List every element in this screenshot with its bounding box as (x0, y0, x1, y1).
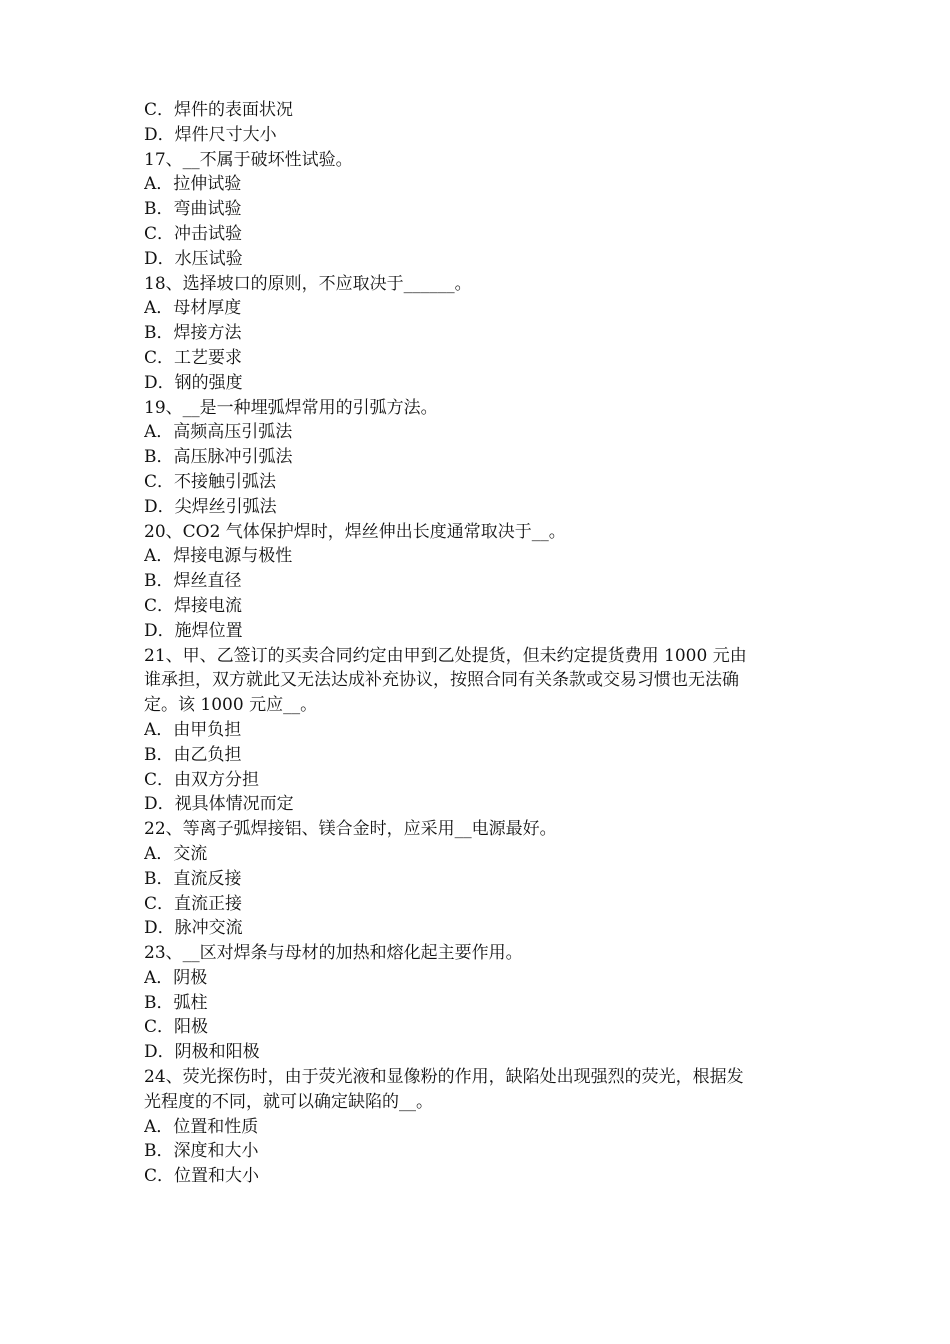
answer-option: A．焊接电源与极性 (144, 546, 293, 567)
question-text-line: 光程度的不同，就可以确定缺陷的__。 (144, 1091, 433, 1112)
answer-option: D．视具体情况而定 (144, 794, 294, 815)
answer-option: C．直流正接 (144, 893, 243, 914)
answer-option: B．弧柱 (144, 992, 208, 1013)
answer-option: C．不接触引弧法 (144, 471, 277, 492)
answer-option: D．水压试验 (144, 248, 243, 269)
answer-option: D．施焊位置 (144, 620, 243, 641)
answer-option: D．脉冲交流 (144, 918, 243, 939)
answer-option: D．钢的强度 (144, 372, 243, 393)
answer-option: A．阴极 (144, 967, 208, 988)
question-text-line: 17、__不属于破坏性试验。 (144, 149, 353, 170)
answer-option: C．焊接电流 (144, 595, 243, 616)
document-page (144, 98, 814, 1189)
question-text-line: 18、选择坡口的原则，不应取决于______。 (144, 273, 472, 294)
answer-option: B．弯曲试验 (144, 199, 242, 220)
question-text-line: 谁承担，双方就此又无法达成补充协议，按照合同有关条款或交易习惯也无法确 (144, 670, 739, 691)
answer-option: A．交流 (144, 843, 208, 864)
answer-option: A．高频高压引弧法 (144, 422, 293, 443)
question-text-line: 22、等离子弧焊接铝、镁合金时，应采用__电源最好。 (144, 819, 557, 840)
answer-option: C．位置和大小 (144, 1166, 260, 1187)
answer-option: A．母材厚度 (144, 298, 242, 319)
answer-option: D．焊件尺寸大小 (144, 124, 277, 145)
answer-option: C．冲击试验 (144, 223, 243, 244)
answer-option: C．由双方分担 (144, 769, 260, 790)
answer-option: B．焊丝直径 (144, 571, 242, 592)
question-text-line: 19、__是一种埋弧焊常用的引弧方法。 (144, 397, 438, 418)
question-text-line: 20、CO2 气体保护焊时，焊丝伸出长度通常取决于__。 (144, 521, 566, 542)
answer-option: B．深度和大小 (144, 1141, 259, 1162)
answer-option: C．焊件的表面状况 (144, 100, 294, 120)
question-text-line: 定。该 1000 元应__。 (144, 695, 318, 716)
answer-option: B．直流反接 (144, 868, 242, 889)
answer-option: A．位置和性质 (144, 1116, 259, 1137)
answer-option: D．尖焊丝引弧法 (144, 496, 277, 517)
answer-option: B．由乙负担 (144, 744, 242, 765)
answer-option: C．工艺要求 (144, 347, 243, 368)
answer-option: B．高压脉冲引弧法 (144, 447, 293, 468)
question-text-line: 21、甲、乙签订的买卖合同约定由甲到乙处提货，但未约定提货费用 1000 元由 (144, 645, 747, 666)
question-text-line: 23、__区对焊条与母材的加热和熔化起主要作用。 (144, 943, 523, 964)
answer-option: C．阳极 (144, 1017, 209, 1038)
answer-option: A．由甲负担 (144, 719, 242, 740)
answer-option: B．焊接方法 (144, 323, 242, 344)
answer-option: A．拉伸试验 (144, 174, 242, 195)
answer-option: D．阴极和阳极 (144, 1042, 260, 1063)
question-text-line: 24、荧光探伤时，由于荧光液和显像粉的作用，缺陷处出现强烈的荧光，根据发 (144, 1067, 744, 1088)
